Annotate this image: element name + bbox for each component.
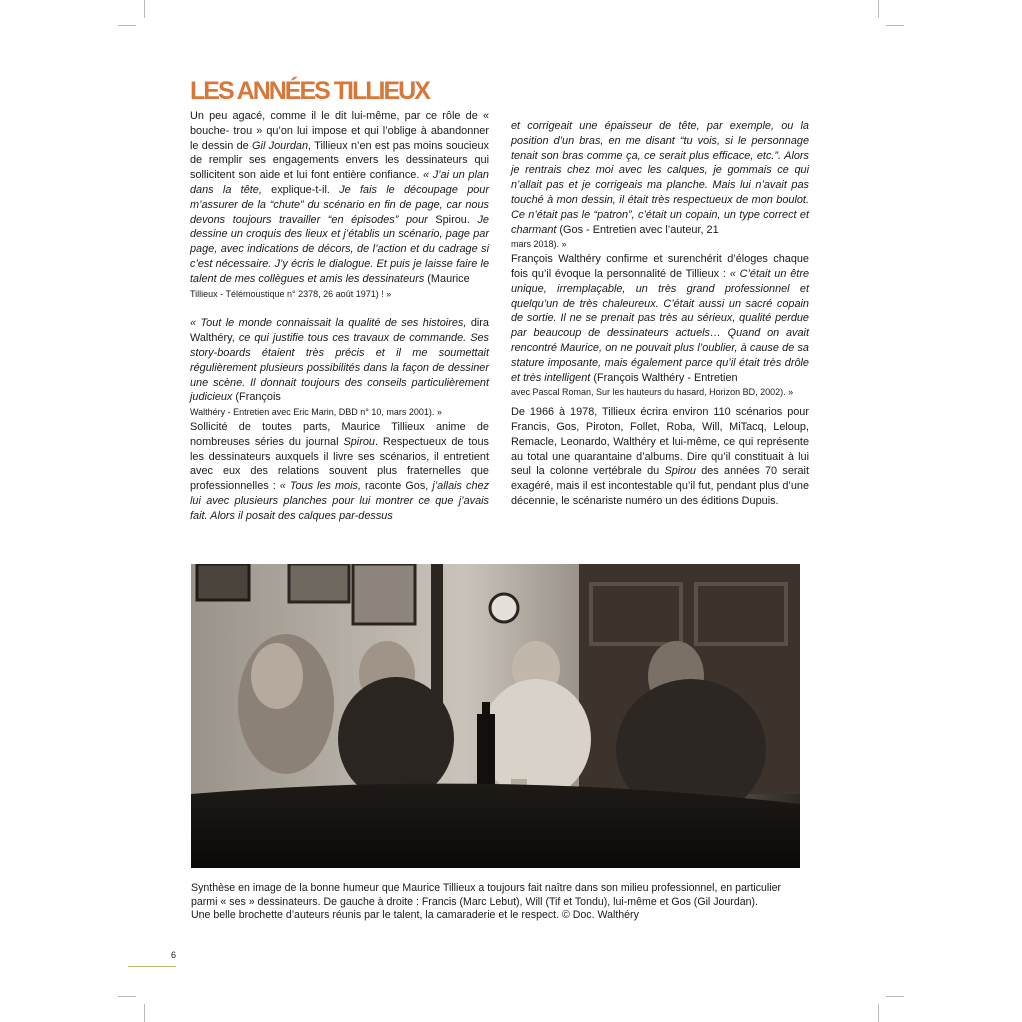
text-run: « Tous les mois, [279,480,361,493]
group-photo [191,564,800,868]
crop-mark [144,1004,145,1022]
text-run: explique-t-il. [261,183,340,196]
text-run: Je fais le découpage pour m’assurer de la “chute” du scénario en fin de page, car nous devons toujours travailler “en épisodes” pour [190,183,489,226]
text-run: Spirou [664,465,696,478]
text-run: De 1966 à 1978, Tillieux écrira environ 110 scénarios pour Francis, Gos, Piroton, Follet, Roba, Will, MiTacq, Leloup, Remacle, Leonardo, Walthéry et lui-même, ce qui représente au total une quarantaine d’albums. Dire qu’il constituait à lui seul la colonne vertébrale du [511,406,809,478]
crop-mark [118,996,136,997]
caption-line: Une belle brochette d’auteurs réunis par le talent, la camaraderie et le respect. © Doc. Walthéry [191,909,639,922]
text-run: j’allais chez lui avec plusieurs planches pour lui montrer ce que j’avais fait. Alors il posait des calques par-dessus [190,480,490,522]
text-run: (François Walthéry - Entretien [590,371,738,384]
caption-line: Synthèse en image de la bonne humeur que Maurice Tillieux a toujours fait naître dans son milieu professionnel, en particulier [191,882,782,894]
paragraph [190,420,489,524]
paragraph [511,405,809,509]
crop-mark [886,25,904,26]
reference-line: avec Pascal Roman, Sur les hauteurs du hasard, Horizon BD, 2002). » [511,387,794,398]
paragraph [511,119,809,237]
page-number: 6 [171,950,177,960]
crop-mark [878,0,879,18]
reference-line: mars 2018). » [511,239,567,250]
paragraph [190,109,489,287]
text-run: (Gos - Entretien avec l’auteur, 21 [556,223,719,236]
text-run: (François [232,391,281,404]
text-run: Spirou. [435,213,478,226]
reference-line: Tillieux - Télémoustique n° 2378, 26 août 1971) ! » [190,288,392,299]
text-run: des années 70 serait exagéré, mais il est incontestable qu’il fut, pendant plus d’une décennie, le scénariste numéro un des éditions Dupuis. [511,465,810,507]
text-run: ce qui justifie tous ces travaux de commande. Ses story-boards étaient très précis et il me soumettait régulièrement plusieurs possibilités dans la façon de dessiner une scène. Il donnait toujours des conseils particulièrement judicieux [190,332,489,404]
text-run: « Tout le monde connaissait la qualité de ses histoires, [190,317,467,330]
text-run: Sollicité de toutes parts, Maurice Tillieux anime de nombreuses séries du journal [190,420,489,448]
crop-mark [144,0,145,18]
paragraph [511,252,809,385]
page-number-rule [128,966,176,967]
text-run: François Walthéry confirme et surenchérit d’éloges chaque fois qu’il évoque la personnalité de Tillieux : [511,253,809,280]
crop-mark [886,996,904,997]
caption-line: parmi « ses » dessinateurs. De gauche à droite : Francis (Marc Lebut), Will (Tif et Tondu), lui-même et Gos (Gil Jourdan). [191,895,758,908]
text-run: raconte Gos, [360,480,433,493]
text-run: Un peu agacé, comme il le dit lui-même, par ce rôle de « bouche- trou » qu’on lui impose et qui l’oblige à abandonner le dessin de [190,110,489,152]
text-run: et corrigeait une épaisseur de tête, par exemple, ou la position d’un bras, en me disant “tu vois, si le personnage tenait son bras comme ça, ce serait plus efficace, etc.”. Alors je rentrais chez moi avec les calques, je gommais ce qui n’allait pas et je corrigeais ma planche. Mais lui n’avait pas touché à mon dessin, il était très respectueux de mon boulot. Ce n’était pas le “patron”, c’était un copain, un type correct et charmant [511,120,809,236]
photo-caption [191,882,821,923]
text-run: « C’était un être unique, irremplaçable, un très grand professionnel et quelqu’un de très chaleureux. C’était aussi un sacré copain de sortie. Il ne se prenait pas très au sérieux, qualité perdue par beaucoup de dessinateurs actuels… Quand on avait rencontré Maurice, on ne pouvait plus l’oublier, à cause de sa stature imposante, mais également parce qu’il était très drôle et très intelligent [511,267,809,384]
text-run: . Respectueux de tous les dessinateurs auxquels il livre ses scénarios, il entretient avec eux des relations souvent plus fraternelles que professionnelles : [190,435,489,493]
right-column [511,119,809,509]
paragraph [190,316,489,405]
text-run: Gil Jourdan [252,139,309,152]
text-run: Spirou [343,435,375,448]
left-column [190,109,489,524]
text-run: Je dessine un croquis des lieux et j’établis un scénario, page par page, avec indications de décors, de l’action et du cadrage si c’est nécessaire. J’y écris le dialogue. Et puis je laisse faire le talent de mes collègues et amis les dessinateurs [190,213,489,285]
text-run: (Maurice [424,272,470,285]
text-run: « J’ai un plan dans la tête, [190,169,489,196]
crop-mark [118,25,136,26]
crop-mark [878,1004,879,1022]
text-run: dira Walthéry, [190,317,489,345]
text-run: , Tillieux n’en est pas moins soucieux de remplir ses engagements envers les dessinateurs qui sollicitent son aide et lui font entière confiance. [190,139,489,182]
section-title: LES ANNÉES TILLIEUX [190,77,429,105]
reference-line: Walthéry - Entretien avec Eric Marin, DBD n° 10, mars 2001). » [190,407,442,418]
